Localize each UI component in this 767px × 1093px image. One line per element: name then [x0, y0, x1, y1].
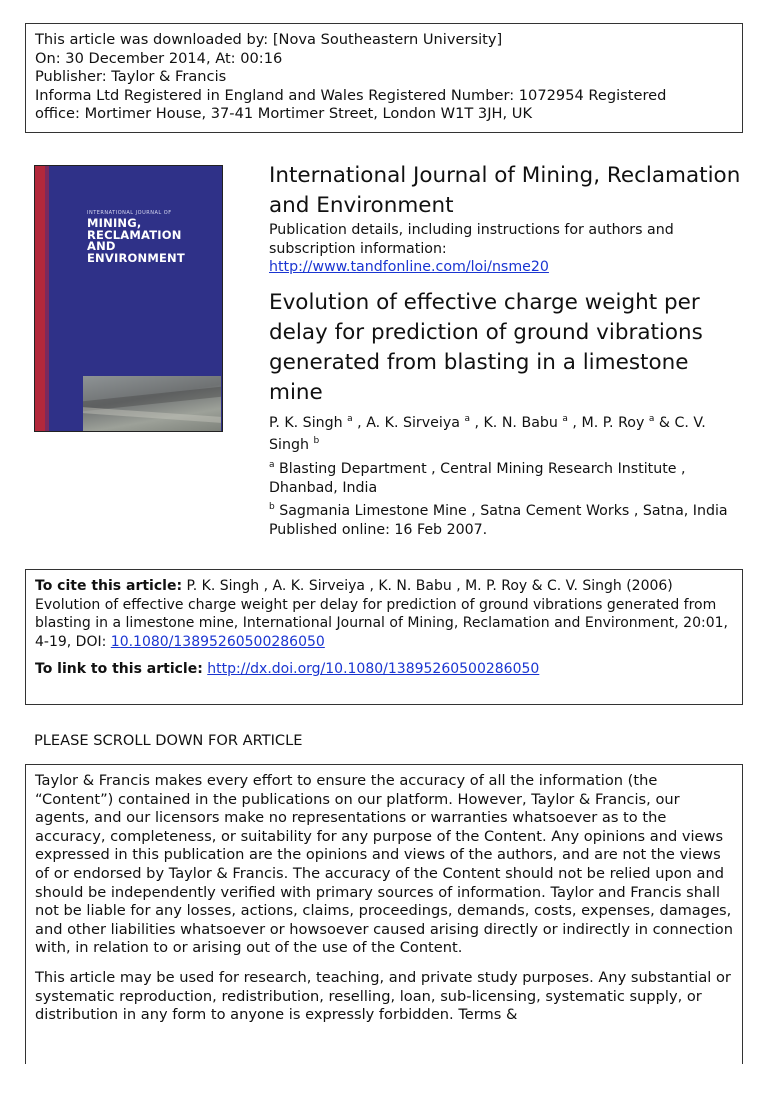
cover-title-line: AND — [87, 239, 116, 253]
journal-title: International Journal of Mining, Reclamation and Environment — [269, 163, 741, 218]
cover-spine — [35, 166, 45, 431]
doi-link[interactable]: 10.1080/13895260500286050 — [110, 633, 325, 650]
cover-series: INTERNATIONAL JOURNAL OF — [87, 210, 172, 216]
download-line: On: 30 December 2014, At: 00:16 — [35, 49, 283, 67]
download-line: office: Mortimer House, 37-41 Mortimer Street, London W1T 3JH, UK — [35, 105, 533, 123]
scroll-notice: PLEASE SCROLL DOWN FOR ARTICLE — [34, 732, 303, 749]
citation-paragraph — [35, 577, 733, 651]
affiliation-mark: a — [648, 414, 655, 424]
affiliation-mark: a — [562, 414, 568, 424]
affiliation — [269, 502, 739, 521]
terms-paragraph: Taylor & Francis makes every effort to ensure the accuracy of all the information (the “Content”) contained in the publications on our platform. However, Taylor & Francis, our agents, and our licensors make no representations or warranties whatsoever as to the accuracy, completeness, or suitability for any purpose of the Content. Any opinions and views expressed in this publication are the opinions and views of the authors, and are not the views of or endorsed by Taylor & Francis. The accuracy of the Content should not be relied upon and should be independently verified with primary sources of information. Taylor and Francis shall not be liable for any losses, actions, claims, proceedings, demands, costs, expenses, damages, and other liabilities whatsoever or howsoever caused arising directly or indirectly in connection with, in relation to or arising out of the use of the Content. — [35, 772, 733, 957]
author-separator: , — [352, 415, 367, 431]
affiliation-text: Blasting Department , Central Mining Research Institute , Dhanbad, India — [269, 461, 686, 496]
citation-box — [25, 569, 743, 705]
cover-photo-ridge — [83, 387, 221, 412]
affiliation-mark: a — [464, 414, 470, 424]
cover-title-line: ENVIRONMENT — [87, 250, 185, 265]
download-line: Publisher: Taylor & Francis — [35, 68, 227, 86]
article-link-line — [35, 660, 733, 679]
journal-link[interactable]: http://www.tandfonline.com/loi/nsme20 — [269, 259, 549, 275]
citation-label: To cite this article: — [35, 578, 183, 594]
cover-title — [87, 218, 185, 264]
download-notice — [25, 23, 743, 133]
cover-spine-accent — [45, 166, 49, 431]
article-link[interactable]: http://dx.doi.org/10.1080/13895260500286050 — [207, 661, 540, 678]
citation-text: P. K. Singh , A. K. Sirveiya , K. N. Babu , M. P. Roy & C. V. Singh (2006) Evolution of effective charge weight per delay for prediction of ground vibrations generated from blasting in a limestone mine, International Journal of Mining, Reclamation and Environment, 20:01, 4-19, DOI: — [35, 578, 728, 650]
affiliation-mark: b — [313, 436, 320, 446]
cover-title-line: MINING, — [87, 216, 142, 230]
download-line: Informa Ltd Registered in England and Wales Registered Number: 1072954 Registered — [35, 86, 667, 104]
author-separator: , — [567, 415, 582, 431]
author-name: K. N. Babu — [483, 415, 558, 431]
affiliation-mark: b — [269, 502, 275, 512]
terms-paragraph: This article may be used for research, teaching, and private study purposes. Any substantial or systematic reproduction, redistribution, reselling, loan, sub-licensing, systematic supply, or distribution in any form to anyone is expressly forbidden. Terms & — [35, 968, 731, 1024]
author-name: M. P. Roy — [581, 415, 645, 431]
article-title: Evolution of effective charge weight per delay for prediction of ground vibrations generated from blasting in a limestone mine — [269, 290, 703, 405]
author-name: C. V. Singh — [269, 415, 706, 453]
cover-title-line: RECLAMATION — [87, 227, 182, 242]
affiliation — [269, 460, 739, 497]
affiliation-mark: a — [347, 414, 353, 424]
cover-photo — [83, 376, 221, 432]
article-link-label: To link to this article: — [35, 661, 203, 678]
affiliation-mark: a — [269, 460, 275, 470]
download-line: This article was downloaded by: [Nova Southeastern University] — [35, 31, 503, 48]
affiliation-text: Sagmania Limestone Mine , Satna Cement Works , Satna, India — [279, 503, 728, 519]
author-separator: , — [469, 415, 484, 431]
cover-photo-ridge — [83, 407, 221, 423]
author-name: A. K. Sirveiya — [366, 415, 460, 431]
publication-details: Publication details, including instructions for authors and subscription information: — [269, 222, 674, 257]
author-separator: & — [654, 415, 675, 431]
terms-box — [25, 764, 743, 1064]
author-name: P. K. Singh — [269, 415, 343, 431]
author-list — [269, 412, 739, 456]
journal-cover-image[interactable] — [34, 165, 223, 432]
published-date: Published online: 16 Feb 2007. — [269, 522, 488, 538]
